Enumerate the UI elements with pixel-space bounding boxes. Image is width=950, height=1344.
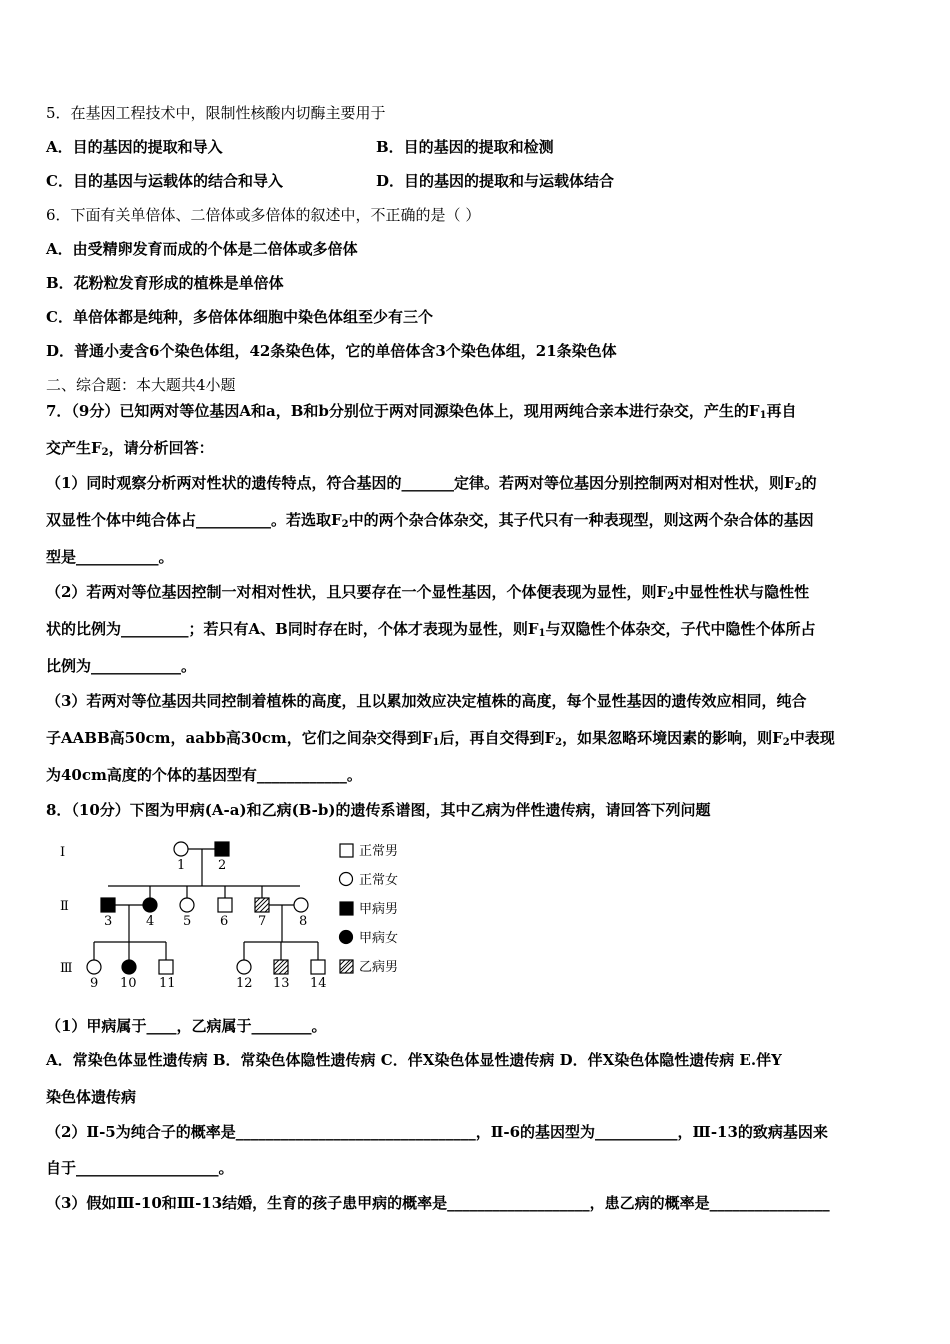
legend-normal-male: 正常男	[359, 844, 399, 859]
individual-12	[237, 960, 251, 974]
legend-affected-b-male: 乙病男	[359, 960, 399, 975]
q5-option-b: B．目的基因的提取和检测	[376, 138, 554, 156]
label-5: 5	[183, 914, 192, 929]
label-9: 9	[90, 976, 99, 991]
q5-stem: 5．在基因工程技术中，限制性核酸内切酶主要用于	[46, 104, 386, 122]
q7-part2-line2: 状的比例为_________；若只有A、B同时存在时，个体才表现为显性，则$F_1$与双隐性个体杂交，子代中隐性个体所占	[46, 620, 816, 639]
legend-normal-male-icon	[340, 844, 353, 857]
individual-1	[174, 842, 188, 856]
individual-6	[218, 898, 232, 912]
q7-stem-line1: 7．（9分）已知两对等位基因A和a，B和b分别位于两对同源染色体上，现用两纯合亲本进行杂交，产生的$F_1$再自	[46, 402, 797, 421]
legend-affected-a-female: 甲病女	[359, 931, 399, 946]
label-4: 4	[146, 914, 155, 929]
q5-option-d: D．目的基因的提取和与运载体结合	[376, 172, 615, 190]
label-10: 10	[120, 976, 137, 991]
legend-affected-a-male-icon	[340, 902, 353, 915]
label-1: 1	[177, 858, 186, 873]
individual-4	[143, 898, 157, 912]
q8-stem: 8．（10分）下图为甲病(A-a)和乙病(B-b)的遗传系谱图，其中乙病为伴性遗传病，请回答下列问题	[46, 801, 711, 819]
label-14: 14	[310, 976, 327, 991]
legend-normal-female: 正常女	[359, 873, 399, 888]
label-7: 7	[258, 914, 267, 929]
q8-part2-line1: （2）Ⅱ-5为纯合子的概率是________________________________，Ⅱ-6的基因型为___________，Ⅲ-13的致病基因来	[46, 1123, 828, 1141]
q6-option-b: B．花粉粒发育形成的植株是单倍体	[46, 274, 284, 292]
individual-5	[180, 898, 194, 912]
legend-affected-a-female-icon	[340, 931, 353, 944]
label-2: 2	[218, 858, 227, 873]
generation-label-ii: Ⅱ	[60, 899, 69, 914]
individual-8	[294, 898, 308, 912]
q7-part3-line2: 子AABB高50cm，aabb高30cm，它们之间杂交得到$F_1$后，再自交得到$F_2$，如果忽略环境因素的影响，则$F_2$中表现	[46, 729, 835, 748]
label-6: 6	[220, 914, 229, 929]
generation-label-i: Ⅰ	[60, 845, 66, 860]
q5-option-c: C．目的基因与运载体的结合和导入	[46, 172, 283, 190]
label-8: 8	[299, 914, 308, 929]
q7-part3-line1: （3）若两对等位基因共同控制着植株的高度，且以累加效应决定植株的高度，每个显性基因的遗传效应相同，纯合	[46, 692, 807, 710]
individual-2	[215, 842, 229, 856]
legend-affected-a-male: 甲病男	[359, 902, 399, 917]
individual-3	[101, 898, 115, 912]
q5-option-a: A．目的基因的提取和导入	[46, 138, 223, 156]
q7-part2-line3: 比例为____________。	[46, 657, 197, 675]
individual-10	[122, 960, 136, 974]
section-heading: 二、综合题：本大题共4小题	[46, 376, 236, 394]
generation-label-iii: Ⅲ	[60, 961, 73, 976]
legend-normal-female-icon	[340, 873, 353, 886]
q8-part1-options-cont: 染色体遗传病	[46, 1088, 137, 1106]
label-13: 13	[273, 976, 290, 991]
q7-stem-line2: 交产生$F_2$，请分析回答：	[46, 439, 214, 458]
label-3: 3	[104, 914, 113, 929]
q8-part2-line2: 自于___________________。	[46, 1159, 234, 1177]
q6-option-a: A．由受精卵发育而成的个体是二倍体或多倍体	[46, 240, 358, 258]
individual-9	[87, 960, 101, 974]
q8-part3: （3）假如Ⅲ-10和Ⅲ-13结婚，生育的孩子患甲病的概率是___________________，患乙病的概率是________________	[46, 1194, 830, 1212]
q8-part1-options: A．常染色体显性遗传病 B．常染色体隐性遗传病 C．伴X染色体显性遗传病 D．伴X染色体隐性遗传病 E.伴Y	[46, 1051, 782, 1069]
q6-option-c: C．单倍体都是纯种，多倍体体细胞中染色体组至少有三个	[46, 308, 433, 326]
individual-11	[159, 960, 173, 974]
q7-part1-line2: 双显性个体中纯合体占__________。若选取$F_2$中的两个杂合体杂交，其子代只有一种表现型，则这两个杂合体的基因	[46, 511, 814, 530]
q6-option-d: D．普通小麦含6个染色体组，42条染色体，它的单倍体含3个染色体组，21条染色体	[46, 342, 617, 360]
q7-part3-line3: 为40cm高度的个体的基因型有____________。	[46, 766, 362, 784]
q7-part2-line1: （2）若两对等位基因控制一对相对性状，且只要存在一个显性基因，个体便表现为显性，则$F_2$中显性性状与隐性性	[46, 583, 810, 602]
q6-stem: 6．下面有关单倍体、二倍体或多倍体的叙述中，不正确的是（ ）	[46, 206, 481, 224]
label-12: 12	[236, 976, 253, 991]
pedigree-chart	[40, 836, 420, 996]
q7-part1-line1: （1）同时观察分析两对性状的遗传特点，符合基因的_______定律。若两对等位基因分别控制两对相对性状，则$F_2$的	[46, 474, 817, 493]
individual-14	[311, 960, 325, 974]
label-11: 11	[159, 976, 176, 991]
q7-part1-line3: 型是___________。	[46, 548, 174, 566]
q8-part1: （1）甲病属于____，乙病属于________。	[46, 1017, 327, 1035]
